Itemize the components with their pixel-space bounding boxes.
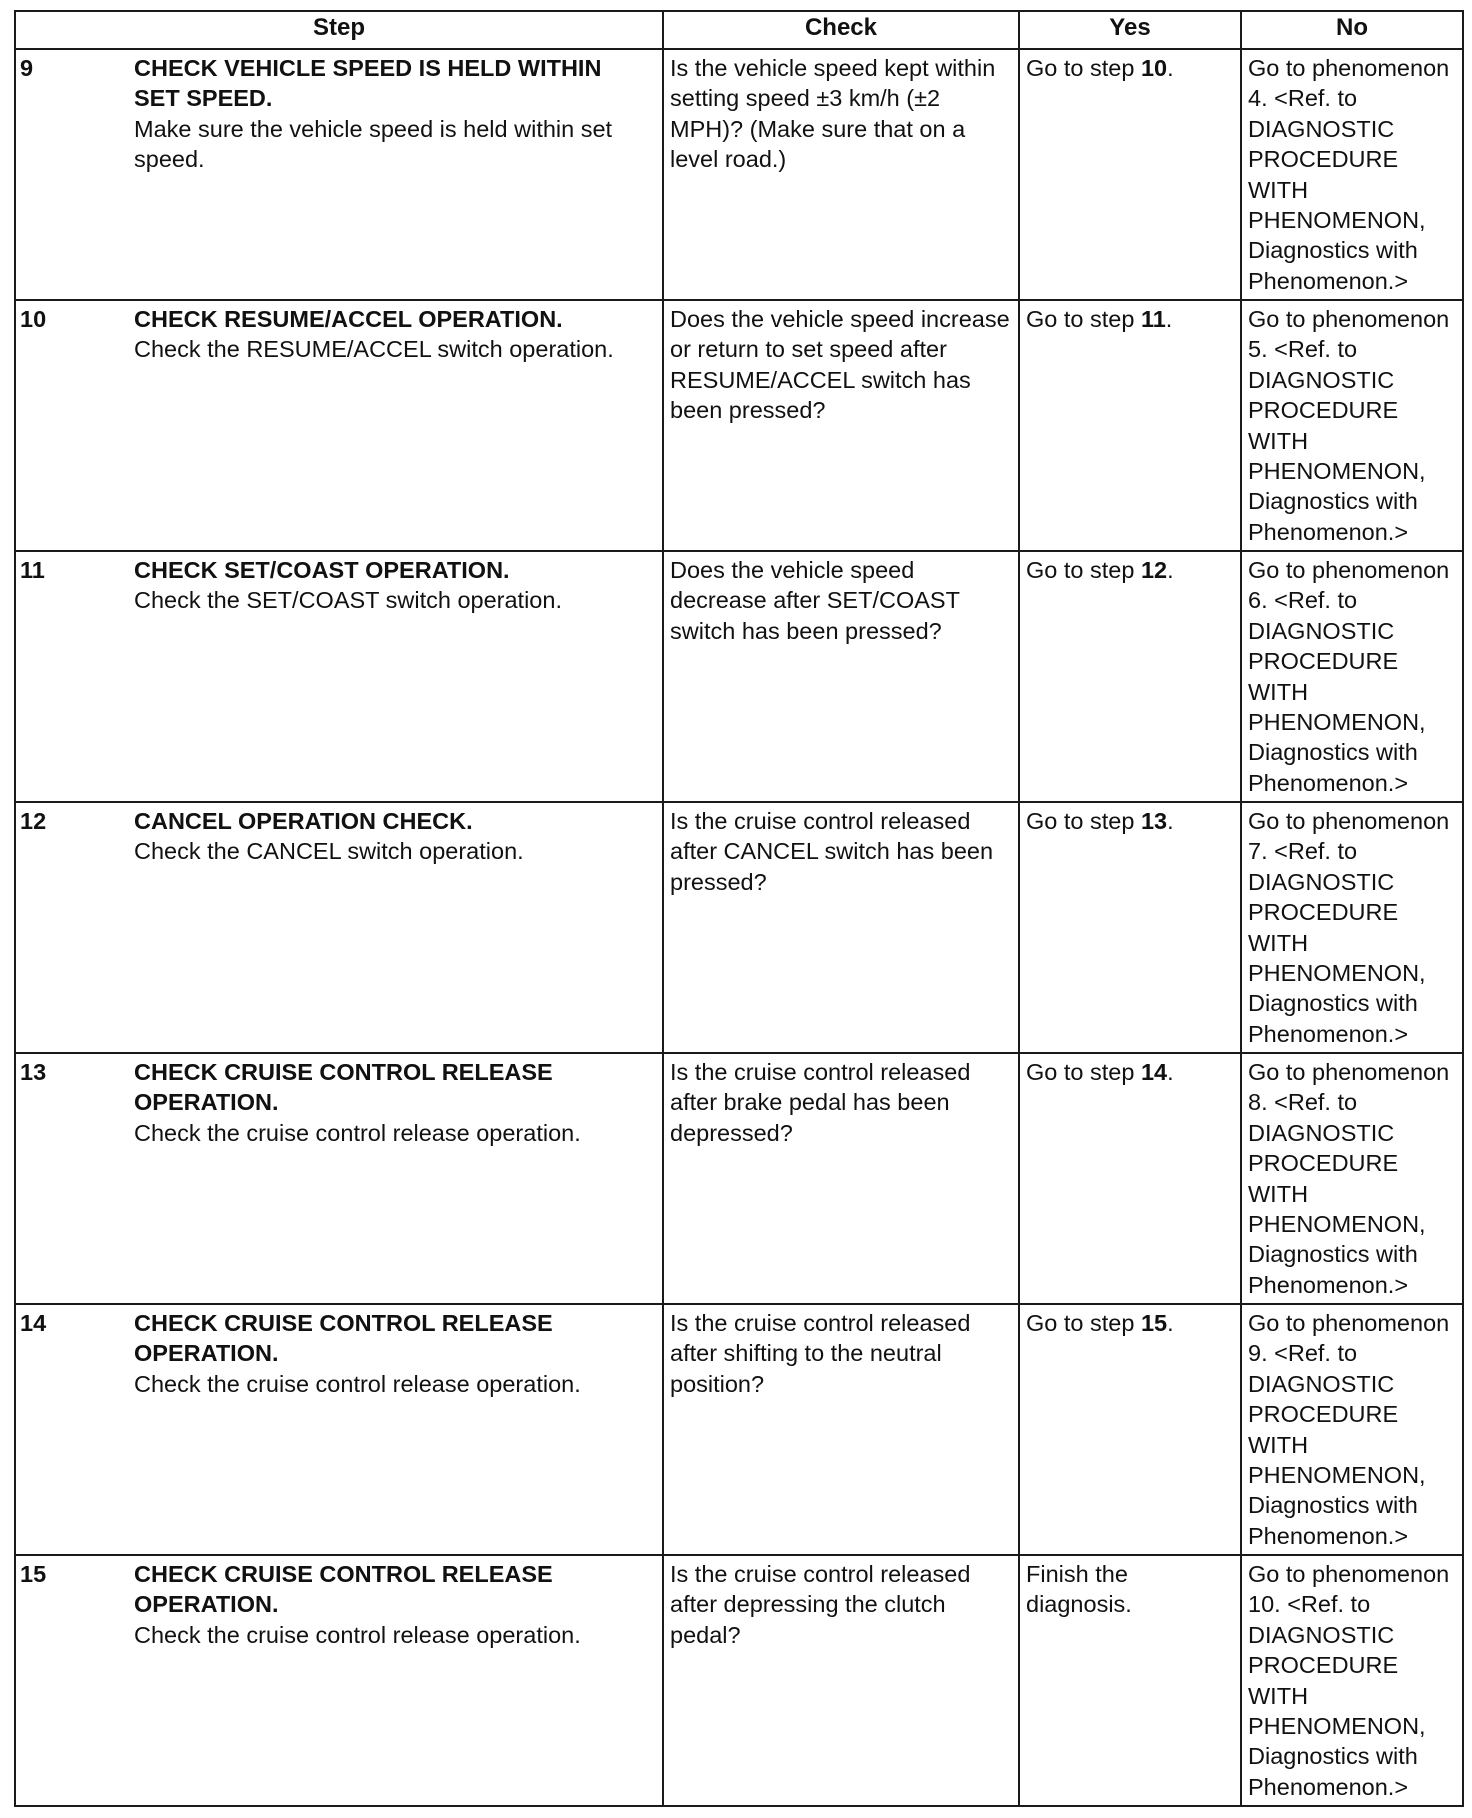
yes-cell	[1019, 551, 1241, 802]
step-description: Make sure the vehicle speed is held within set speed.	[134, 115, 613, 173]
yes-step-number: 10	[1140, 55, 1168, 81]
step-title: CHECK CRUISE CONTROL RELEASE OPERATION.	[134, 1059, 553, 1116]
check-cell: Is the vehicle speed kept within setting speed ±3 km/h (±2 MPH)? (Make sure that on a level road.)	[663, 49, 1019, 300]
step-description: Check the CANCEL switch operation.	[134, 838, 524, 865]
step-number: 9	[20, 55, 34, 81]
yes-step-number: 15	[1140, 1310, 1168, 1336]
yes-text: Go to step	[1026, 557, 1141, 583]
step-cell	[15, 49, 663, 300]
no-cell: Go to phenomenon 5. <Ref. to DIAGNOSTIC PROCEDURE WITH PHENOMENON, Diagnostics with Phenomenon.>	[1241, 300, 1463, 551]
table-row	[15, 1555, 1463, 1806]
yes-cell	[1019, 802, 1241, 1053]
no-cell: Go to phenomenon 8. <Ref. to DIAGNOSTIC PROCEDURE WITH PHENOMENON, Diagnostics with Phenomenon.>	[1241, 1053, 1463, 1304]
table-row	[15, 1304, 1463, 1555]
yes-suffix: .	[1167, 55, 1174, 81]
no-cell: Go to phenomenon 6. <Ref. to DIAGNOSTIC PROCEDURE WITH PHENOMENON, Diagnostics with Phenomenon.>	[1241, 551, 1463, 802]
table-row	[15, 802, 1463, 1053]
no-cell: Go to phenomenon 9. <Ref. to DIAGNOSTIC PROCEDURE WITH PHENOMENON, Diagnostics with Phenomenon.>	[1241, 1304, 1463, 1555]
no-cell: Go to phenomenon 10. <Ref. to DIAGNOSTIC PROCEDURE WITH PHENOMENON, Diagnostics with Phenomenon.>	[1241, 1555, 1463, 1806]
diagnostic-table	[14, 10, 1464, 1807]
yes-suffix: .	[1167, 557, 1174, 583]
step-cell	[15, 1053, 663, 1304]
step-title: CANCEL OPERATION CHECK.	[134, 808, 473, 834]
check-cell: Is the cruise control released after depressing the clutch pedal?	[663, 1555, 1019, 1806]
yes-suffix: .	[1167, 1059, 1174, 1085]
yes-step-number: 14	[1140, 1059, 1168, 1085]
check-cell: Does the vehicle speed decrease after SET/COAST switch has been pressed?	[663, 551, 1019, 802]
check-cell: Is the cruise control released after shifting to the neutral position?	[663, 1304, 1019, 1555]
yes-text: Go to step	[1026, 1059, 1141, 1085]
header-no: No	[1241, 11, 1463, 49]
table-row	[15, 49, 1463, 300]
step-title: CHECK RESUME/ACCEL OPERATION.	[134, 306, 563, 332]
step-description: Check the RESUME/ACCEL switch operation.	[134, 336, 614, 363]
step-description: Check the cruise control release operation.	[134, 1621, 581, 1648]
step-cell	[15, 1304, 663, 1555]
yes-text: Go to step	[1026, 1310, 1141, 1336]
header-check: Check	[663, 11, 1019, 49]
check-cell: Is the cruise control released after CANCEL switch has been pressed?	[663, 802, 1019, 1053]
step-title: CHECK VEHICLE SPEED IS HELD WITHIN SET SPEED.	[134, 55, 602, 112]
step-number: 13	[20, 1059, 47, 1085]
header-step: Step	[15, 11, 663, 49]
step-number: 11	[20, 557, 45, 583]
table-header-row	[15, 11, 1463, 49]
step-description: Check the SET/COAST switch operation.	[134, 587, 562, 614]
step-title: CHECK SET/COAST OPERATION.	[134, 557, 510, 583]
step-description: Check the cruise control release operation.	[134, 1119, 581, 1146]
step-cell	[15, 551, 663, 802]
yes-suffix: .	[1165, 306, 1173, 332]
no-cell: Go to phenomenon 4. <Ref. to DIAGNOSTIC PROCEDURE WITH PHENOMENON, Diagnostics with Phenomenon.>	[1241, 49, 1463, 300]
step-number: 15	[20, 1561, 47, 1587]
yes-suffix: .	[1167, 1310, 1174, 1336]
yes-cell	[1019, 1053, 1241, 1304]
step-title: CHECK CRUISE CONTROL RELEASE OPERATION.	[134, 1561, 553, 1618]
yes-step-number: 13	[1140, 808, 1168, 834]
step-number: 10	[20, 306, 47, 332]
header-yes: Yes	[1019, 11, 1241, 49]
check-cell: Does the vehicle speed increase or return to set speed after RESUME/ACCEL switch has been pressed?	[663, 300, 1019, 551]
step-title: CHECK CRUISE CONTROL RELEASE OPERATION.	[134, 1310, 553, 1367]
step-description: Check the cruise control release operation.	[134, 1370, 581, 1397]
yes-text: Go to step	[1026, 55, 1141, 81]
table-row	[15, 1053, 1463, 1304]
yes-cell	[1019, 300, 1241, 551]
yes-step-number: 11	[1140, 306, 1166, 332]
yes-cell	[1019, 49, 1241, 300]
step-cell	[15, 1555, 663, 1806]
yes-step-number: 12	[1140, 557, 1168, 583]
step-cell	[15, 300, 663, 551]
yes-cell	[1019, 1304, 1241, 1555]
yes-text: Go to step	[1026, 306, 1141, 332]
no-cell: Go to phenomenon 7. <Ref. to DIAGNOSTIC PROCEDURE WITH PHENOMENON, Diagnostics with Phenomenon.>	[1241, 802, 1463, 1053]
step-number: 12	[20, 808, 47, 834]
step-number: 14	[20, 1310, 47, 1336]
yes-text: Finish the diagnosis.	[1026, 1561, 1132, 1618]
yes-text: Go to step	[1026, 808, 1141, 834]
step-cell	[15, 802, 663, 1053]
yes-cell	[1019, 1555, 1241, 1806]
check-cell: Is the cruise control released after brake pedal has been depressed?	[663, 1053, 1019, 1304]
table-row	[15, 551, 1463, 802]
yes-suffix: .	[1167, 808, 1174, 834]
table-row	[15, 300, 1463, 551]
